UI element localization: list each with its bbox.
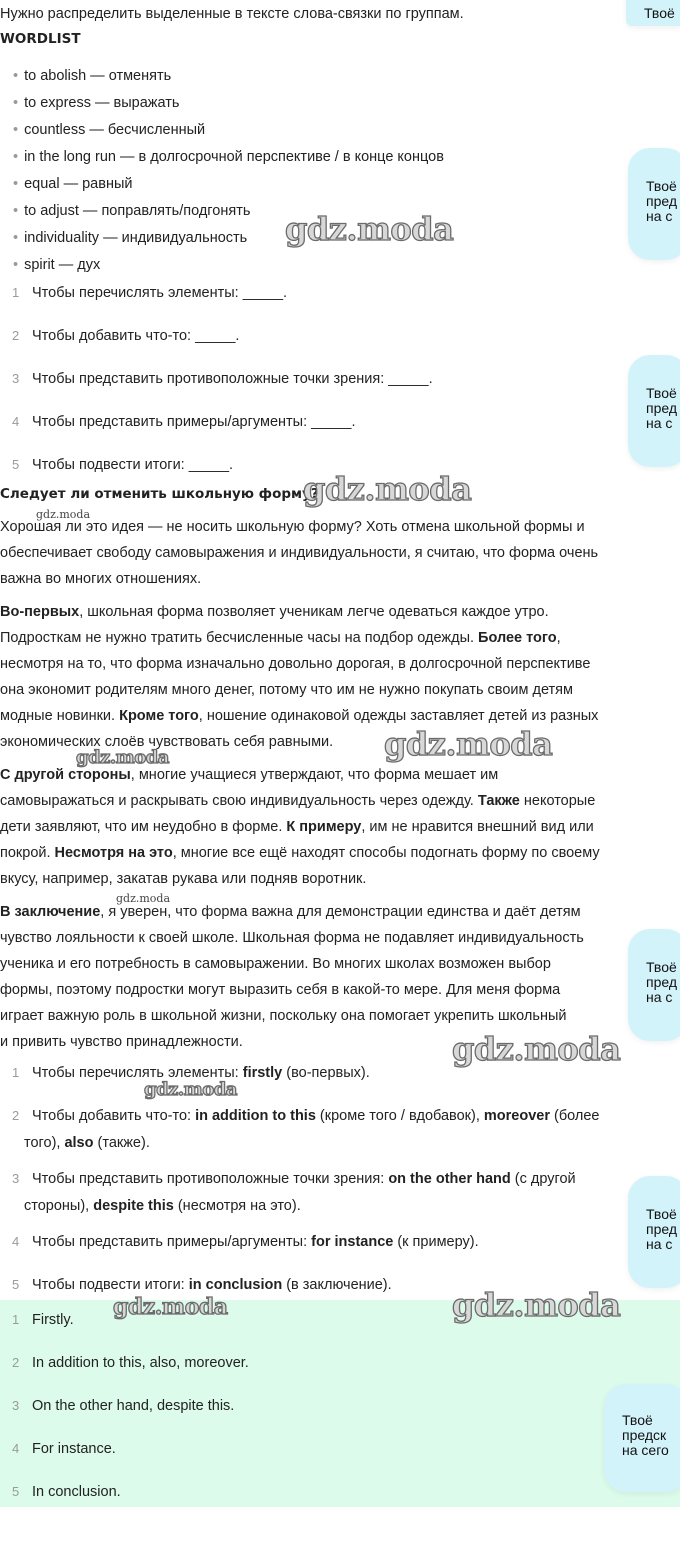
task-item: Чтобы перечислять элементы: _____. (32, 285, 288, 301)
linking-word: С другой стороны (0, 767, 131, 783)
item-number: 2 (12, 1355, 20, 1370)
watermark: gdz.moda (285, 210, 454, 248)
item-number: 5 (12, 457, 20, 472)
essay-line: В заключение, я уверен, что форма важна для демонстрации единства и даёт детям (0, 904, 581, 920)
watermark: gdz.moda (384, 725, 553, 763)
item-number: 2 (12, 1108, 20, 1123)
solved-item: Чтобы добавить что-то: in addition to this (кроме того / вдобавок), moreover (более (32, 1108, 600, 1124)
essay-line: играет важную роль в школьной жизни, поскольку она помогает укрепить школьный (0, 1008, 567, 1024)
solved-item-continued: стороны), despite this (несмотря на это). (24, 1198, 301, 1214)
item-number: 5 (12, 1484, 20, 1499)
task-item: Чтобы добавить что-то: _____. (32, 328, 240, 344)
solved-item-continued: того), also (также). (24, 1135, 150, 1151)
watermark: gdz.moda (452, 1030, 621, 1068)
item-number: 2 (12, 328, 20, 343)
essay-line: экономических слоёв чувствовать себя равными. (0, 734, 334, 750)
item-number: 3 (12, 371, 20, 386)
linking-word: Более того (478, 630, 557, 646)
essay-line: дети заявляют, что им неудобно в форме. К примеру, им не нравится внешний вид или (0, 819, 594, 835)
item-number: 1 (12, 1312, 20, 1327)
wordlist-item: • countless — бесчисленный (13, 122, 206, 138)
linking-word: Во-первых (0, 604, 80, 620)
wordlist-item: • spirit — дух (13, 257, 101, 273)
essay-title: Следует ли отменить школьную форму? (0, 486, 319, 502)
item-number: 3 (12, 1398, 20, 1413)
linking-word: К примеру (286, 819, 362, 835)
linking-word: Также (477, 793, 520, 809)
side-bubble[interactable]: Твоё пред на с (628, 929, 680, 1041)
essay-line: Во-первых, школьная форма позволяет ученикам легче одеваться каждое утро. (0, 604, 549, 620)
essay-line: она экономит родителям много денег, потому что им не нужно покупать своим детям (0, 682, 574, 698)
answer-item: Firstly. (32, 1312, 74, 1328)
linking-word: Кроме того (119, 708, 199, 724)
side-bubble[interactable]: Твоё пред на с (628, 148, 680, 260)
essay-line: Подросткам не нужно тратить бесчисленные часы на подбор одежды. Более того, (0, 630, 561, 646)
solved-item: Чтобы представить примеры/аргументы: for instance (к примеру). (32, 1234, 479, 1250)
essay-line: ученика и его потребность в самовыражении. Во многих школах возможен выбор (0, 956, 551, 972)
essay-line: покрой. Несмотря на это, многие все ещё находят способы подогнать форму по своему (0, 845, 600, 861)
item-number: 1 (12, 1065, 20, 1080)
item-number: 4 (12, 414, 20, 429)
watermark-small: gdz.moda (36, 508, 91, 521)
watermark: gdz.moda (144, 1079, 237, 1100)
wordlist-item: • to adjust — поправлять/подгонять (13, 203, 251, 219)
answer-item: In addition to this, also, moreover. (32, 1355, 249, 1371)
item-number: 3 (12, 1171, 20, 1186)
linking-word: В заключение (0, 904, 101, 920)
intro-text: Нужно распределить выделенные в тексте слова-связки по группам. (0, 6, 464, 22)
essay-line: формы, поэтому подростки могут выразить себя в какой-то мере. Для меня форма (0, 982, 561, 998)
answer-item: In conclusion. (32, 1484, 121, 1500)
solved-item: Чтобы подвести итоги: in conclusion (в заключение). (32, 1277, 392, 1293)
item-number: 4 (12, 1441, 20, 1456)
answer-item: On the other hand, despite this. (32, 1398, 235, 1414)
essay-line: модные новинки. Кроме того, ношение одинаковой одежды заставляет детей из разных (0, 708, 599, 724)
side-bubble[interactable]: Твоё пред на с (628, 355, 680, 467)
essay-line: важна во многих отношениях. (0, 571, 202, 587)
watermark: gdz.moda (113, 1294, 228, 1320)
answer-item: For instance. (32, 1441, 116, 1457)
watermark: gdz.moda (452, 1286, 621, 1324)
wordlist-item: • in the long run — в долгосрочной перспективе / в конце концов (13, 149, 444, 165)
item-number: 1 (12, 285, 20, 300)
essay-line: С другой стороны, многие учащиеся утверждают, что форма мешает им (0, 767, 499, 783)
essay-line: Хорошая ли это идея — не носить школьную форму? Хоть отмена школьной формы и (0, 519, 585, 535)
watermark-small: gdz.moda (116, 892, 171, 905)
item-number: 5 (12, 1277, 20, 1292)
wordlist-item: • to express — выражать (13, 95, 180, 111)
wordlist-title: WORDLIST (0, 31, 81, 47)
solved-item: Чтобы представить противоположные точки зрения: on the other hand (с другой (32, 1171, 576, 1187)
side-bubble[interactable]: Твоё (626, 0, 680, 26)
essay-line: и привить чувство принадлежности. (0, 1034, 243, 1050)
answer-panel (0, 1300, 680, 1507)
side-bubble[interactable]: Твоё пред на с (628, 1176, 680, 1288)
essay-line: чувство лояльности к своей школе. Школьная форма не подавляет индивидуальность (0, 930, 584, 946)
item-number: 4 (12, 1234, 20, 1249)
wordlist-item: • to abolish — отменять (13, 68, 172, 84)
essay-line: вкусу, например, закатав рукава или подняв воротник. (0, 871, 367, 887)
wordlist-item: • equal — равный (13, 176, 133, 192)
linking-word: Несмотря на это (54, 845, 173, 861)
solved-item: Чтобы перечислять элементы: firstly (во-первых). (32, 1065, 370, 1081)
task-item: Чтобы подвести итоги: _____. (32, 457, 234, 473)
task-item: Чтобы представить примеры/аргументы: _____. (32, 414, 356, 430)
watermark: gdz.moda (303, 470, 472, 508)
essay-line: обеспечивает свободу самовыражения и индивидуальности, я считаю, что форма очень (0, 545, 599, 561)
side-bubble[interactable]: Твоё предск на сего (604, 1384, 680, 1492)
essay-line: несмотря на то, что форма изначально довольно дорогая, в долгосрочной перспективе (0, 656, 591, 672)
wordlist-item: • individuality — индивидуальность (13, 230, 248, 246)
task-item: Чтобы представить противоположные точки зрения: _____. (32, 371, 433, 387)
essay-line: самовыражаться и раскрывать свою индивидуальность через одежду. Также некоторые (0, 793, 596, 809)
watermark: gdz.moda (76, 747, 169, 768)
